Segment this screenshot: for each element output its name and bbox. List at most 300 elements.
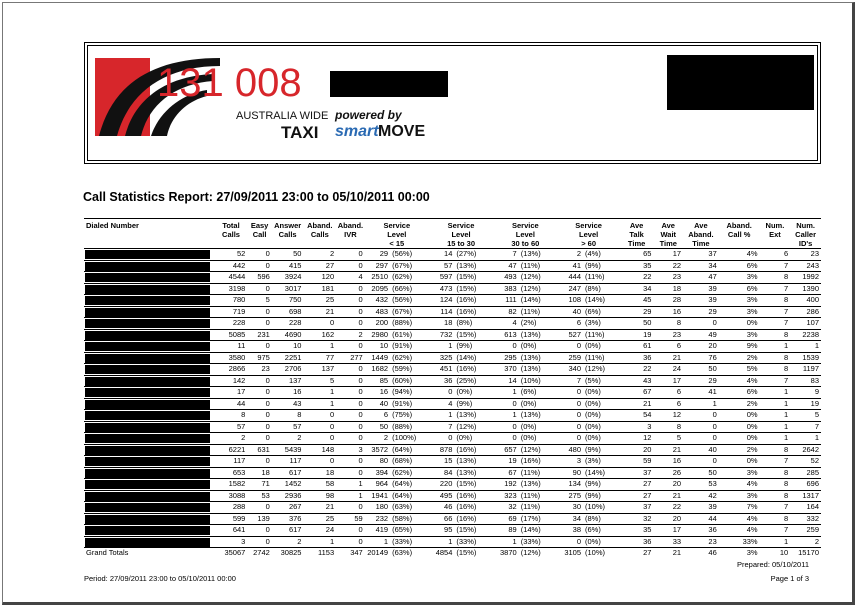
table-cell: 1449 <box>371 352 389 362</box>
table-cell: 21 <box>643 398 652 408</box>
table-cell: 0 <box>358 249 363 259</box>
table-cell: 23 <box>672 272 682 282</box>
table-cell: 6 <box>676 341 682 351</box>
table-cell: (12%) <box>520 444 541 454</box>
table-cell: 0% <box>746 456 758 466</box>
redacted-dialed-number <box>85 503 210 512</box>
dialed-number-cell <box>84 283 215 295</box>
table-row <box>84 364 821 376</box>
dialed-number-cell <box>84 502 215 514</box>
table-cell: 8 <box>676 421 682 431</box>
table-cell: 231 <box>257 329 270 339</box>
period-footer: Period: 27/09/2011 23:00 to 05/10/2011 00:00 <box>84 574 236 583</box>
table-row <box>84 272 821 284</box>
table-cell: 32 <box>508 502 517 512</box>
table-cell: 19 <box>643 329 652 339</box>
table-cell: 5085 <box>228 329 246 339</box>
total-cell: 347 <box>336 548 365 559</box>
table-cell: 134 <box>568 479 582 489</box>
table-cell: 0 <box>712 456 717 466</box>
table-cell: 37 <box>708 249 717 259</box>
table-cell: (64%) <box>392 444 413 454</box>
table-cell: 5439 <box>284 444 302 454</box>
col-header: Ave Wait Time <box>653 219 683 249</box>
table-cell: 0 <box>329 433 335 443</box>
redacted-dialed-number <box>85 308 210 317</box>
table-body <box>84 249 821 559</box>
table-cell: 1 <box>784 433 789 443</box>
table-cell: 82 <box>508 306 517 316</box>
redacted-dialed-number <box>85 469 210 478</box>
table-cell: (16%) <box>520 456 541 466</box>
table-cell: 613 <box>504 329 517 339</box>
total-cell: 15170 <box>790 548 821 559</box>
table-cell: 3 <box>647 421 652 431</box>
table-cell: 53 <box>261 490 270 500</box>
dialed-number-cell <box>84 433 215 445</box>
prepared-date: Prepared: 05/10/2011 <box>736 560 809 569</box>
table-cell: (13%) <box>520 410 541 420</box>
table-cell: 1 <box>448 536 453 546</box>
dialed-number-cell <box>84 329 215 341</box>
table-cell: 137 <box>321 364 335 374</box>
dialed-number-cell <box>84 536 215 548</box>
table-cell: 8 <box>784 295 789 305</box>
table-cell: 27 <box>643 479 652 489</box>
table-cell: 493 <box>504 272 517 282</box>
table-cell: 2 <box>297 536 302 546</box>
table-cell: 0 <box>358 467 363 477</box>
table-cell: (15%) <box>456 283 477 293</box>
total-cell: (10%) <box>583 548 620 559</box>
table-cell: 40 <box>572 306 582 316</box>
table-cell: 2238 <box>802 329 819 339</box>
redacted-dialed-number <box>85 331 210 340</box>
table-cell: 0 <box>576 387 582 397</box>
table-cell: 1992 <box>802 272 819 282</box>
grand-totals-label: Grand Totals <box>84 548 215 559</box>
col-header: Total Calls <box>215 219 248 249</box>
table-cell: 0 <box>329 421 335 431</box>
table-cell: 3% <box>746 467 758 477</box>
table-cell: (0%) <box>585 536 601 546</box>
table-cell: (16%) <box>456 364 477 374</box>
total-cell: 35067 <box>215 548 248 559</box>
table-cell: (16%) <box>456 513 477 523</box>
table-cell: 696 <box>806 479 819 489</box>
table-cell: 0% <box>746 318 758 328</box>
table-cell: 1 <box>512 410 517 420</box>
dialed-number-cell <box>84 364 215 376</box>
table-cell: 77 <box>325 352 335 362</box>
table-cell: 617 <box>288 525 302 535</box>
table-cell: 65 <box>643 249 652 259</box>
table-cell: 22 <box>643 272 652 282</box>
table-cell: 6% <box>746 260 758 270</box>
dialed-number-cell <box>84 513 215 525</box>
col-header: Aband. IVR <box>336 219 365 249</box>
table-cell: 415 <box>288 260 302 270</box>
table-cell: 8 <box>784 467 789 477</box>
table-row <box>84 490 821 502</box>
table-cell: 0 <box>265 375 270 385</box>
table-cell: 27 <box>643 490 652 500</box>
dialed-number-cell <box>84 525 215 537</box>
table-cell: 3% <box>746 295 758 305</box>
table-cell: 18 <box>672 283 682 293</box>
table-row <box>84 295 821 307</box>
redacted-dialed-number <box>85 526 210 535</box>
table-cell: 5 <box>676 433 682 443</box>
table-cell: 124 <box>439 295 453 305</box>
table-cell: 2251 <box>284 352 302 362</box>
table-cell: 47 <box>508 260 517 270</box>
table-cell: 8 <box>297 410 302 420</box>
table-cell: 340 <box>568 364 582 374</box>
table-cell: (0%) <box>520 421 537 431</box>
table-cell: 394 <box>375 467 389 477</box>
table-cell: (11%) <box>520 467 541 477</box>
table-cell: 6% <box>746 283 758 293</box>
table-cell: 21 <box>672 444 682 454</box>
table-cell: 19 <box>810 398 819 408</box>
table-cell: (88%) <box>392 318 413 328</box>
logo-number: 131 008 <box>157 61 302 105</box>
col-header: Dialed Number <box>84 219 215 249</box>
table-cell: 3% <box>746 329 758 339</box>
table-cell: 0 <box>358 421 363 431</box>
table-cell: 1941 <box>371 490 389 500</box>
table-cell: (94%) <box>392 387 413 397</box>
table-cell: 8 <box>784 329 789 339</box>
table-cell: (33%) <box>456 536 477 546</box>
table-cell: (6%) <box>585 306 601 316</box>
table-cell: 57 <box>236 421 246 431</box>
redacted-dialed-number <box>85 446 210 455</box>
redacted-dialed-number <box>85 411 210 420</box>
table-cell: 85 <box>379 375 389 385</box>
total-cell: 3870 <box>493 548 519 559</box>
table-cell: (9%) <box>456 341 473 351</box>
table-cell: 3 <box>241 536 246 546</box>
dialed-number-cell <box>84 490 215 502</box>
table-cell: 17 <box>672 249 682 259</box>
table-cell: 2% <box>746 398 758 408</box>
table-cell: (13%) <box>456 260 477 270</box>
table-cell: (6%) <box>585 525 601 535</box>
table-cell: 698 <box>288 306 302 316</box>
table-cell: (17%) <box>520 513 541 523</box>
redacted-dialed-number <box>85 250 210 259</box>
table-cell: 36 <box>444 375 453 385</box>
dialed-number-cell <box>84 352 215 364</box>
table-cell: 3% <box>746 306 758 316</box>
table-cell: 631 <box>257 444 270 454</box>
table-cell: 39 <box>708 295 717 305</box>
table-cell: 111 <box>505 295 517 305</box>
col-header: Aband. Calls <box>303 219 336 249</box>
table-cell: 0 <box>265 456 270 466</box>
table-cell: 7 <box>784 456 789 466</box>
table-cell: 8 <box>784 364 789 374</box>
table-cell: 7 <box>784 502 789 512</box>
table-cell: 40 <box>708 444 717 454</box>
table-row <box>84 410 821 422</box>
company-logo <box>95 52 455 142</box>
table-cell: 2642 <box>802 444 819 454</box>
table-cell: 12 <box>643 433 652 443</box>
table-cell: (8%) <box>585 283 601 293</box>
table-cell: 30 <box>572 502 582 512</box>
redacted-dialed-number <box>85 296 210 305</box>
table-cell: (0%) <box>585 387 601 397</box>
table-cell: (11%) <box>585 329 605 339</box>
table-cell: 2 <box>297 433 302 443</box>
table-cell: 23 <box>708 536 717 546</box>
table-cell: 14 <box>444 249 453 259</box>
table-cell: 2 <box>383 433 389 443</box>
table-cell: 1 <box>784 398 789 408</box>
table-row <box>84 375 821 387</box>
table-cell: 2 <box>241 433 246 443</box>
table-cell: 275 <box>568 490 582 500</box>
table-cell: 5% <box>746 364 758 374</box>
table-cell: 0 <box>265 249 270 259</box>
table-cell: 4544 <box>228 272 246 282</box>
table-cell: 0 <box>358 410 363 420</box>
table-cell: 24 <box>325 525 335 535</box>
redacted-block-1 <box>330 71 448 97</box>
table-cell: (15%) <box>456 329 477 339</box>
table-cell: 107 <box>806 318 819 328</box>
table-cell: 220 <box>439 479 453 489</box>
table-cell: 1539 <box>802 352 819 362</box>
table-cell: (13%) <box>520 364 541 374</box>
table-cell: (5%) <box>585 375 601 385</box>
table-cell: (91%) <box>392 398 413 408</box>
table-cell: 247 <box>568 283 582 293</box>
table-cell: (25%) <box>456 375 477 385</box>
table-cell: 975 <box>257 352 270 362</box>
total-cell: 10 <box>760 548 791 559</box>
table-cell: 7% <box>746 502 758 512</box>
dialed-number-cell <box>84 375 215 387</box>
dialed-number-cell <box>84 398 215 410</box>
table-cell: 7 <box>814 421 819 431</box>
brand-move: MOVE <box>378 123 426 140</box>
table-cell: 228 <box>288 318 302 328</box>
table-cell: 3572 <box>371 444 389 454</box>
table-cell: 20 <box>672 513 682 523</box>
table-cell: 38 <box>572 525 582 535</box>
table-cell: 0 <box>576 398 582 408</box>
table-cell: (2%) <box>520 318 537 328</box>
table-cell: 18 <box>325 467 335 477</box>
table-row <box>84 456 821 468</box>
table-cell: 3017 <box>284 283 302 293</box>
table-cell: 323 <box>504 490 517 500</box>
table-cell: 288 <box>232 502 246 512</box>
table-cell: (66%) <box>392 283 413 293</box>
redacted-dialed-number <box>85 492 210 501</box>
table-cell: 1 <box>712 398 717 408</box>
table-cell: 20 <box>708 341 717 351</box>
table-row <box>84 433 821 445</box>
total-cell: 27 <box>620 548 654 559</box>
dialed-number-cell <box>84 444 215 456</box>
table-cell: 21 <box>672 490 682 500</box>
table-cell: 432 <box>375 295 389 305</box>
redacted-dialed-number <box>85 354 210 363</box>
table-cell: 0 <box>712 421 717 431</box>
table-cell: 0 <box>265 387 270 397</box>
table-cell: 0 <box>358 433 363 443</box>
total-cell: (63%) <box>390 548 429 559</box>
table-cell: 57 <box>293 421 302 431</box>
table-cell: 0 <box>265 260 270 270</box>
table-cell: 8 <box>784 352 789 362</box>
dialed-number-cell <box>84 295 215 307</box>
table-cell: 23 <box>672 329 682 339</box>
table-cell: (10%) <box>520 375 541 385</box>
total-cell: 46 <box>683 548 719 559</box>
table-cell: (75%) <box>392 410 413 420</box>
table-cell: 23 <box>810 249 819 259</box>
table-row <box>84 421 821 433</box>
table-cell: 1 <box>784 410 789 420</box>
table-cell: (16%) <box>456 502 477 512</box>
table-cell: 259 <box>806 525 819 535</box>
table-cell: 7 <box>784 283 789 293</box>
table-cell: (14%) <box>585 467 606 477</box>
total-cell: 3105 <box>558 548 584 559</box>
table-cell: 0 <box>358 283 363 293</box>
table-cell: 50 <box>708 364 717 374</box>
total-cell: 21 <box>653 548 683 559</box>
col-header: Answer Calls <box>272 219 304 249</box>
table-cell: 0 <box>358 260 363 270</box>
table-row <box>84 536 821 548</box>
table-cell: 25 <box>325 513 335 523</box>
table-cell: 0 <box>448 387 453 397</box>
table-cell: 49 <box>708 329 717 339</box>
redacted-dialed-number <box>85 457 210 466</box>
dialed-number-cell <box>84 479 215 491</box>
table-cell: 442 <box>232 260 246 270</box>
dialed-number-cell <box>84 467 215 479</box>
table-cell: 16 <box>672 306 682 316</box>
table-cell: 15 <box>444 456 453 466</box>
table-cell: 1 <box>784 387 789 397</box>
table-cell: 3088 <box>228 490 246 500</box>
redacted-dialed-number <box>85 388 210 397</box>
table-cell: 750 <box>288 295 302 305</box>
table-cell: (10%) <box>585 502 606 512</box>
table-cell: 192 <box>504 479 517 489</box>
table-cell: 29 <box>708 375 717 385</box>
table-cell: 0 <box>358 536 363 546</box>
table-cell: 7 <box>784 525 789 535</box>
table-cell: 11 <box>237 341 246 351</box>
table-cell: 285 <box>806 467 819 477</box>
table-cell: 53 <box>708 479 717 489</box>
table-cell: 162 <box>321 329 335 339</box>
table-cell: 267 <box>288 502 302 512</box>
table-row <box>84 387 821 399</box>
table-cell: 1 <box>814 341 819 351</box>
brand-smart: smart <box>335 123 379 140</box>
table-cell: 5 <box>814 410 819 420</box>
table-cell: (15%) <box>456 272 477 282</box>
table-cell: 7 <box>576 375 582 385</box>
table-cell: 2 <box>329 249 335 259</box>
table-cell: 7 <box>512 249 517 259</box>
table-cell: 57 <box>444 260 453 270</box>
table-cell: 1682 <box>371 364 389 374</box>
table-cell: 0 <box>265 341 270 351</box>
table-cell: 27 <box>325 260 335 270</box>
table-cell: 200 <box>375 318 389 328</box>
table-cell: 473 <box>439 283 453 293</box>
table-cell: (0%) <box>456 433 473 443</box>
table-cell: 0 <box>358 364 363 374</box>
table-cell: 142 <box>232 375 246 385</box>
table-cell: 1582 <box>228 479 246 489</box>
table-cell: 36 <box>708 525 717 535</box>
table-cell: (16%) <box>456 295 477 305</box>
table-cell: 46 <box>444 502 453 512</box>
table-cell: 4% <box>746 249 758 259</box>
table-cell: 0 <box>358 456 363 466</box>
table-cell: 8 <box>784 272 789 282</box>
table-cell: 780 <box>232 295 246 305</box>
table-header-row <box>84 219 821 249</box>
table-cell: 26 <box>672 467 682 477</box>
table-cell: (6%) <box>520 387 537 397</box>
col-header: Easy Call <box>247 219 272 249</box>
table-cell: 0 <box>329 410 335 420</box>
table-cell: 83 <box>810 375 819 385</box>
table-cell: 17 <box>672 375 682 385</box>
table-cell: 4% <box>746 479 758 489</box>
table-cell: 495 <box>439 490 453 500</box>
col-header: Service Level < 15 <box>365 219 429 249</box>
table-cell: (16%) <box>456 490 477 500</box>
table-cell: 8 <box>784 479 789 489</box>
table-cell: 0 <box>329 456 335 466</box>
table-cell: 4 <box>448 398 453 408</box>
page-number: Page 1 of 3 <box>770 574 809 583</box>
table-cell: 44 <box>236 398 246 408</box>
table-cell: 0 <box>712 433 717 443</box>
table-cell: (12%) <box>456 421 477 431</box>
table-cell: 3198 <box>228 283 246 293</box>
table-cell: 22 <box>672 260 682 270</box>
table-cell: 98 <box>325 490 335 500</box>
table-cell: (33%) <box>392 536 413 546</box>
table-cell: 67 <box>643 387 652 397</box>
table-cell: 232 <box>375 513 389 523</box>
table-cell: (64%) <box>392 479 413 489</box>
table-row <box>84 306 821 318</box>
table-cell: 6 <box>676 398 682 408</box>
redacted-dialed-number <box>85 342 210 351</box>
table-cell: (67%) <box>392 306 413 316</box>
table-cell: (8%) <box>456 318 473 328</box>
table-cell: 16 <box>672 456 682 466</box>
table-cell: 5 <box>265 295 270 305</box>
table-cell: 0 <box>576 536 582 546</box>
